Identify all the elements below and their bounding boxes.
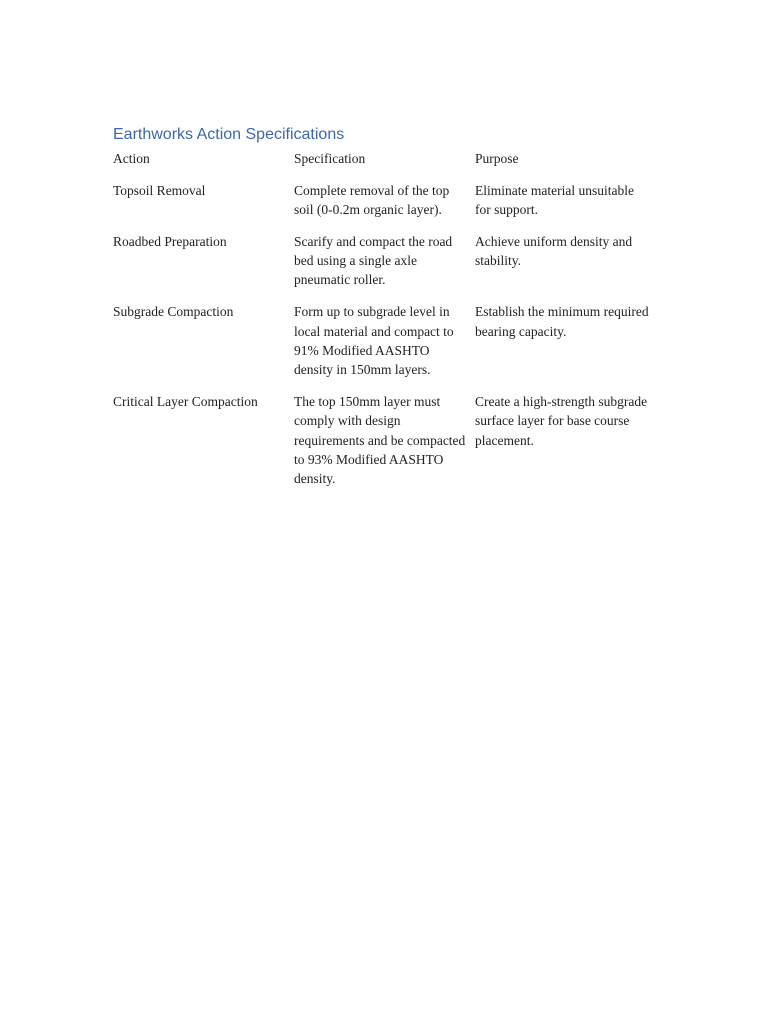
table-row [113, 181, 658, 232]
specification-cell: Scarify and compact the road bed using a single axle pneumatic roller. [294, 233, 453, 288]
action-cell: Roadbed Preparation [113, 233, 227, 249]
column-header-specification: Specification [294, 151, 366, 166]
table-row [113, 232, 658, 302]
table-header-row [113, 149, 658, 181]
document-title: Earthworks Action Specifications [113, 126, 345, 143]
action-cell: Topsoil Removal [113, 182, 206, 198]
table-row [113, 392, 658, 501]
purpose-cell: Create a high-strength subgrade surface layer for base course placement. [475, 393, 648, 448]
specification-cell: Complete removal of the top soil (0-0.2m organic layer). [294, 182, 450, 218]
table-row [113, 302, 658, 392]
purpose-cell: Eliminate material unsuitable for support. [475, 182, 634, 218]
purpose-cell: Establish the minimum required bearing capacity. [475, 304, 649, 339]
purpose-cell: Achieve uniform density and stability. [475, 233, 633, 269]
specification-cell: Form up to subgrade level in local material and compact to 91% Modified AASHTO density in 150mm layers. [294, 304, 454, 378]
action-cell: Subgrade Compaction [113, 304, 234, 320]
specification-cell: The top 150mm layer must comply with design requirements and be compacted to 93% Modified AASHTO density. [294, 393, 466, 487]
action-cell: Critical Layer Compaction [113, 393, 258, 409]
column-header-action: Action [113, 151, 150, 166]
column-header-purpose: Purpose [475, 151, 519, 166]
specifications-table [113, 149, 658, 501]
